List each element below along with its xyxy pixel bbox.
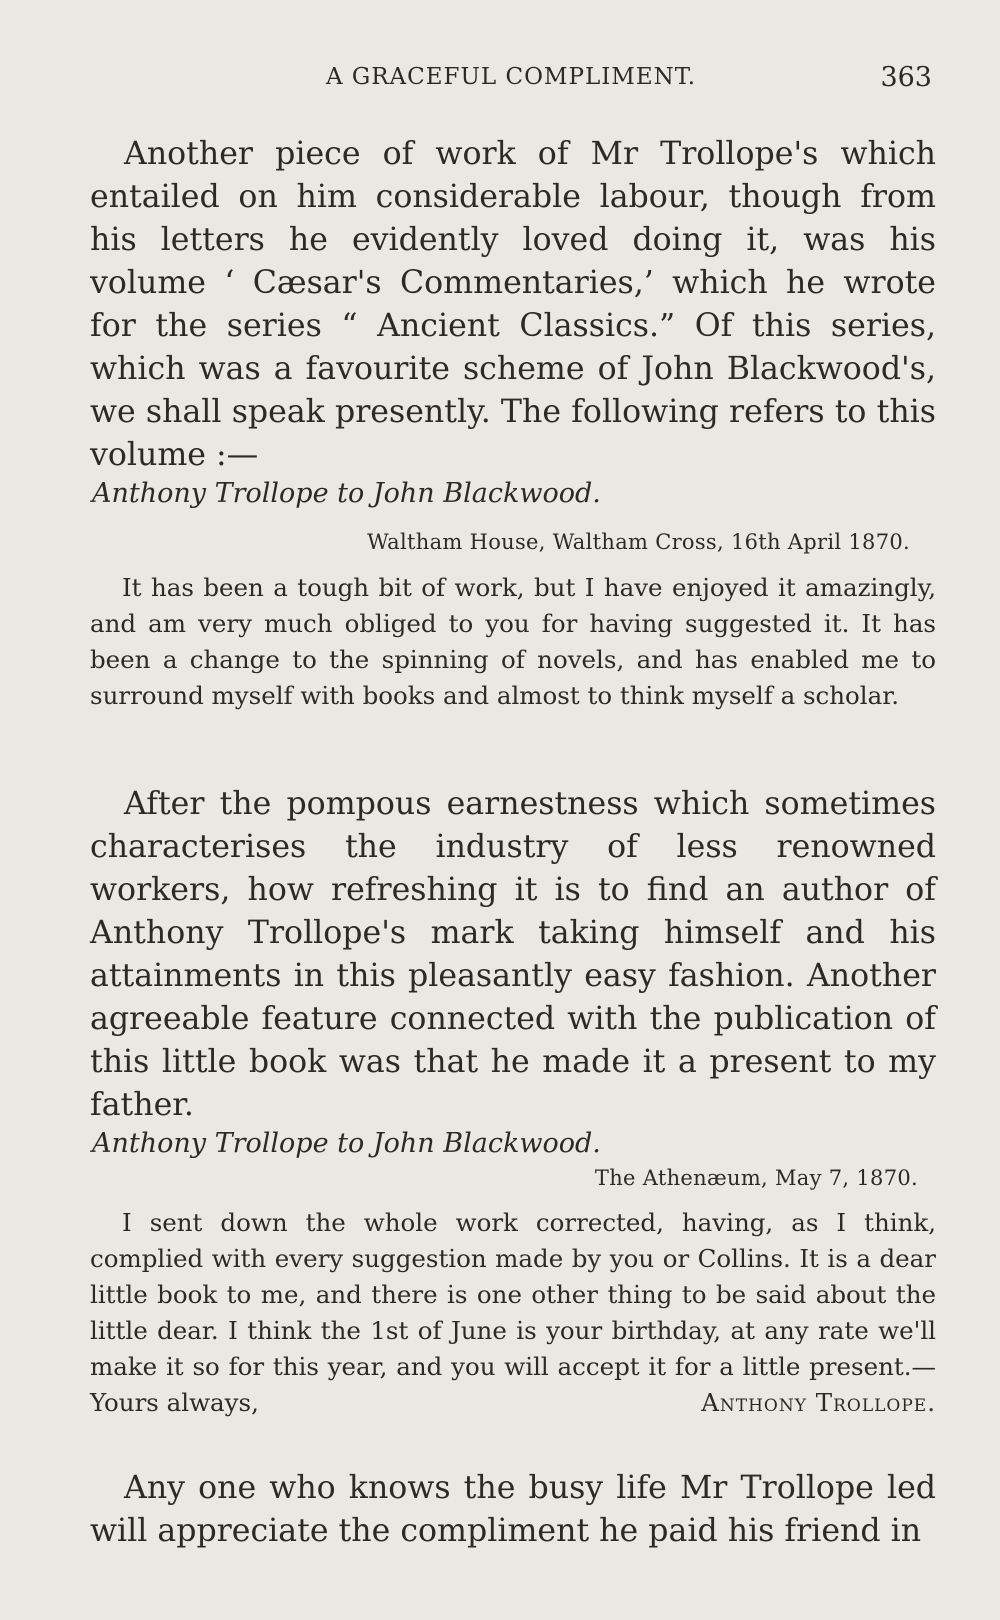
running-title: A GRACEFUL COMPLIMENT. bbox=[325, 64, 697, 90]
letter-signature: Anthony Trollope. bbox=[701, 1388, 936, 1417]
paragraph-intro: Another piece of work of Mr Trollope's which entailed on him considerable labour, though from his letters he evidently loved doing it, was his volume ‘ Cæsar's Commentaries,’ which he wrote for the series “ Ancient Classics.” Of this series, which was a favourite scheme of John Blackwood's, we shall speak presently. The following refers to this volume :— bbox=[90, 136, 936, 473]
paragraph-commentary: After the pompous earnestness which sometimes characterises the industry of less renowned workers, how refreshing it is to find an author of Anthony Trollope's mark taking himself and his attainments in this pleasantly easy fashion. Another agreeable feature connected with the publication of this little book was that he made it a present to my father. bbox=[90, 786, 936, 1123]
letter-dateline: The Athenæum, May 7, 1870. bbox=[594, 1166, 918, 1190]
letter-attribution: Anthony Trollope to John Blackwood. bbox=[92, 478, 601, 509]
letter-dateline: Waltham House, Waltham Cross, 16th April 1870. bbox=[367, 530, 910, 554]
running-head bbox=[90, 62, 932, 102]
letter-attribution: Anthony Trollope to John Blackwood. bbox=[92, 1128, 601, 1159]
letter-body-text: I sent down the whole work corrected, having, as I think, complied with every suggestion made by you or Collins. It is a dear little book to me, and there is one other thing to be said about the little dear. I think the 1st of June is your birthday, at any rate we'll make it so for this year, and you will accept it for a little present.—Yours always, bbox=[90, 1208, 936, 1417]
letter-body: It has been a tough bit of work, but I have enjoyed it amazingly, and am very much obliged to you for having suggested it. It has been a change to the spinning of novels, and has enabled me to surround myself with books and almost to think myself a scholar. bbox=[90, 573, 936, 710]
paragraph-closing: Any one who knows the busy life Mr Trollope led will appreciate the compliment he paid his friend in bbox=[90, 1470, 936, 1549]
page-number: 363 bbox=[880, 62, 932, 93]
letter-body bbox=[90, 1205, 936, 1421]
